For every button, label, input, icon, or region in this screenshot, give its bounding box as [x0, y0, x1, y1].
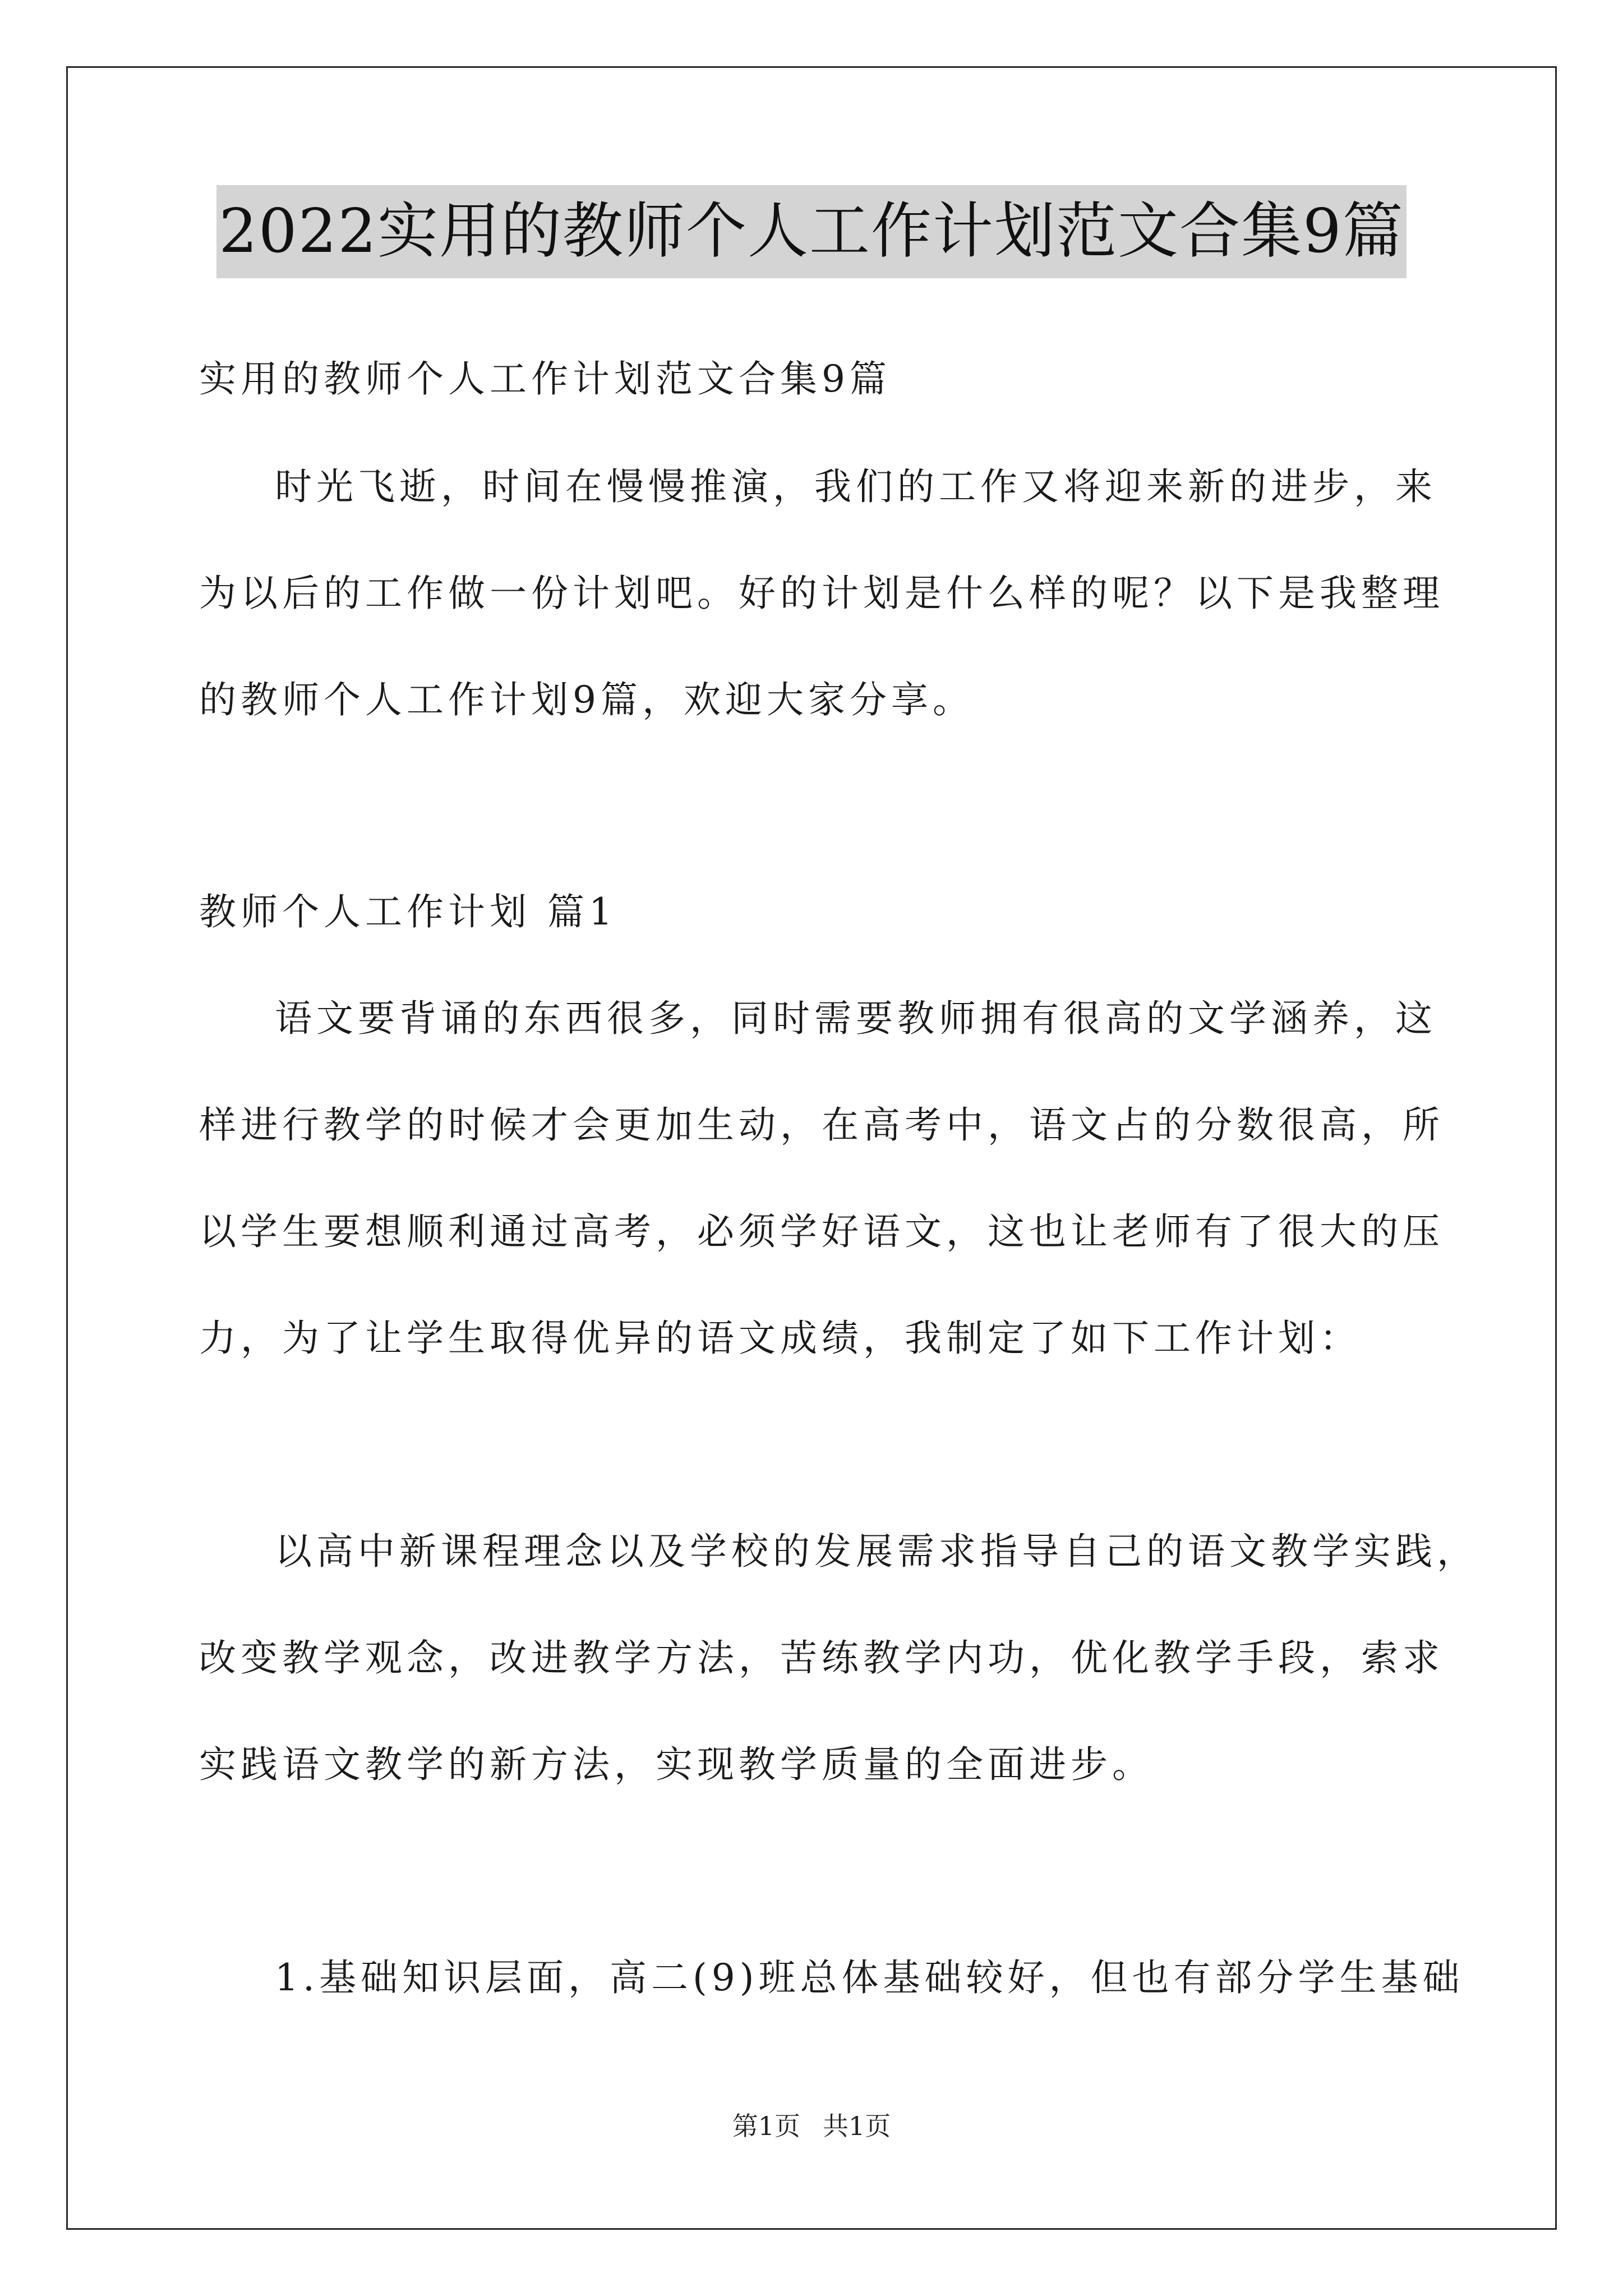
document-subtitle: 实用的教师个人工作计划范文合集9篇: [199, 357, 891, 401]
title-container: [0, 185, 1623, 278]
intro-line-2: 为以后的工作做一份计划吧。好的计划是什么样的呢？以下是我整理: [199, 572, 1444, 615]
intro-line-1: 时光飞逝，时间在慢慢推演，我们的工作又将迎来新的进步，来: [275, 465, 1437, 508]
para2-line-3: 实践语文教学的新方法，实现教学质量的全面进步。: [199, 1743, 1154, 1786]
page-footer: [0, 2109, 1623, 2143]
page-total: 共1页: [823, 2111, 891, 2141]
section-heading: 教师个人工作计划 篇1: [199, 890, 617, 933]
para2-line-2: 改变教学观念，改进教学方法，苦练教学内功，优化教学手段，索求: [199, 1636, 1444, 1680]
para1-line-2: 样进行教学的时候才会更加生动，在高考中，语文占的分数很高，所: [199, 1103, 1444, 1147]
para1-line-3: 以学生要想顺利通过高考，必须学好语文，这也让老师有了很大的压: [199, 1210, 1444, 1253]
para1-line-4: 力，为了让学生取得优异的语文成绩，我制定了如下工作计划：: [199, 1317, 1361, 1360]
page-number: 第1页: [732, 2111, 800, 2141]
para2-line-1: 以高中新课程理念以及学校的发展需求指导自己的语文教学实践，: [275, 1530, 1478, 1573]
para3-line-1: 1.基础知识层面，高二(9)班总体基础较好，但也有部分学生基础: [275, 1956, 1464, 1999]
document-title: 2022实用的教师个人工作计划范文合集9篇: [216, 185, 1407, 278]
intro-line-3: 的教师个人工作计划9篇，欢迎大家分享。: [199, 678, 974, 721]
para1-line-1: 语文要背诵的东西很多，同时需要教师拥有很高的文学涵养，这: [275, 997, 1437, 1040]
